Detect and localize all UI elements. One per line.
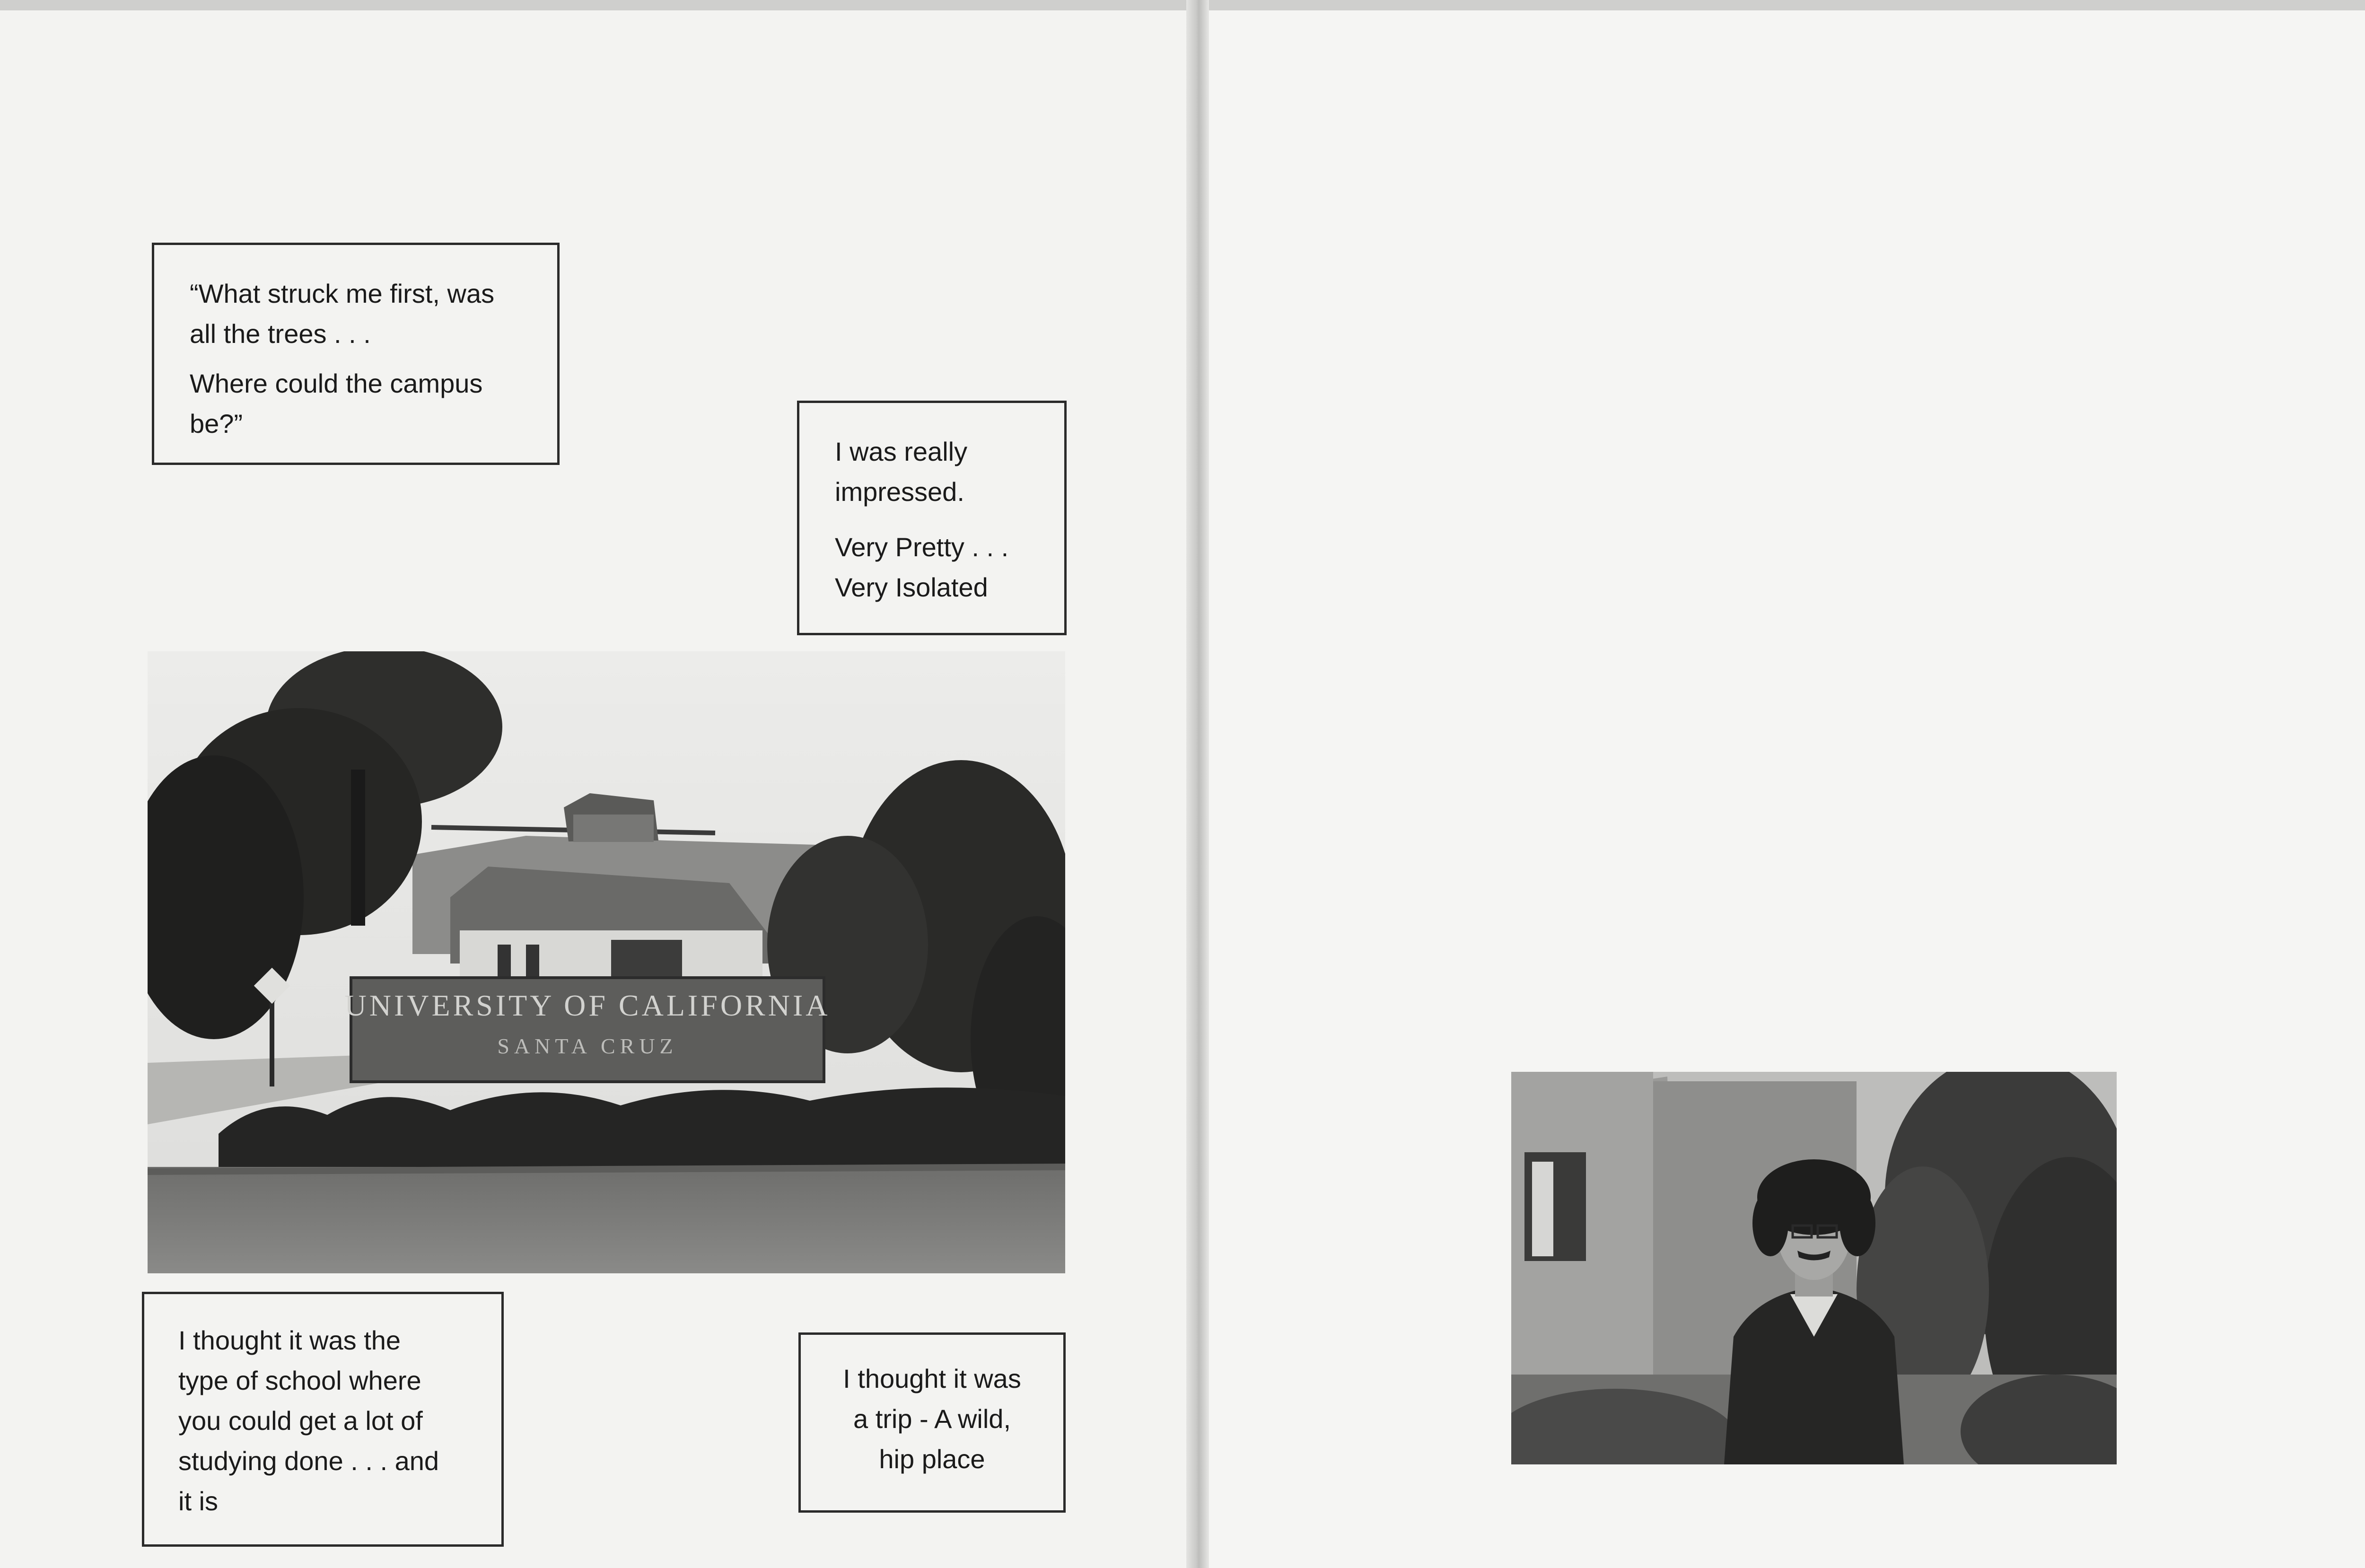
quote-text: “What struck me first, was all the trees . . . [190, 279, 495, 349]
quote-text: Where could the campus be?” [190, 368, 483, 438]
quote-text: I thought it was a trip - A wild, hip place [843, 1364, 1021, 1474]
student-portrait-photo [1511, 1072, 2117, 1464]
scan-top-edge [0, 0, 2365, 11]
quote-box-studying [142, 1292, 504, 1547]
quote-box-trip [798, 1332, 1066, 1513]
campus-entrance-photo [148, 651, 1065, 1273]
quote-text: I thought it was the type of school where you could get a lot of studying done . . . and it is [178, 1325, 439, 1516]
sign-text: UNIVERSITY OF CALIFORNIA [344, 989, 831, 1022]
left-page [0, 10, 1186, 1568]
quote-text: I was really impressed. [835, 437, 968, 507]
student-photo-illustration [1511, 1072, 2117, 1464]
campus-photo-illustration [148, 651, 1065, 1273]
quote-box-impressed [797, 401, 1067, 635]
quote-text: Very Pretty . . . Very Isolated [835, 532, 1009, 602]
book-gutter [1186, 0, 1209, 1568]
quote-box-trees [152, 243, 560, 465]
sign-subtext: SANTA CRUZ [497, 1034, 678, 1058]
